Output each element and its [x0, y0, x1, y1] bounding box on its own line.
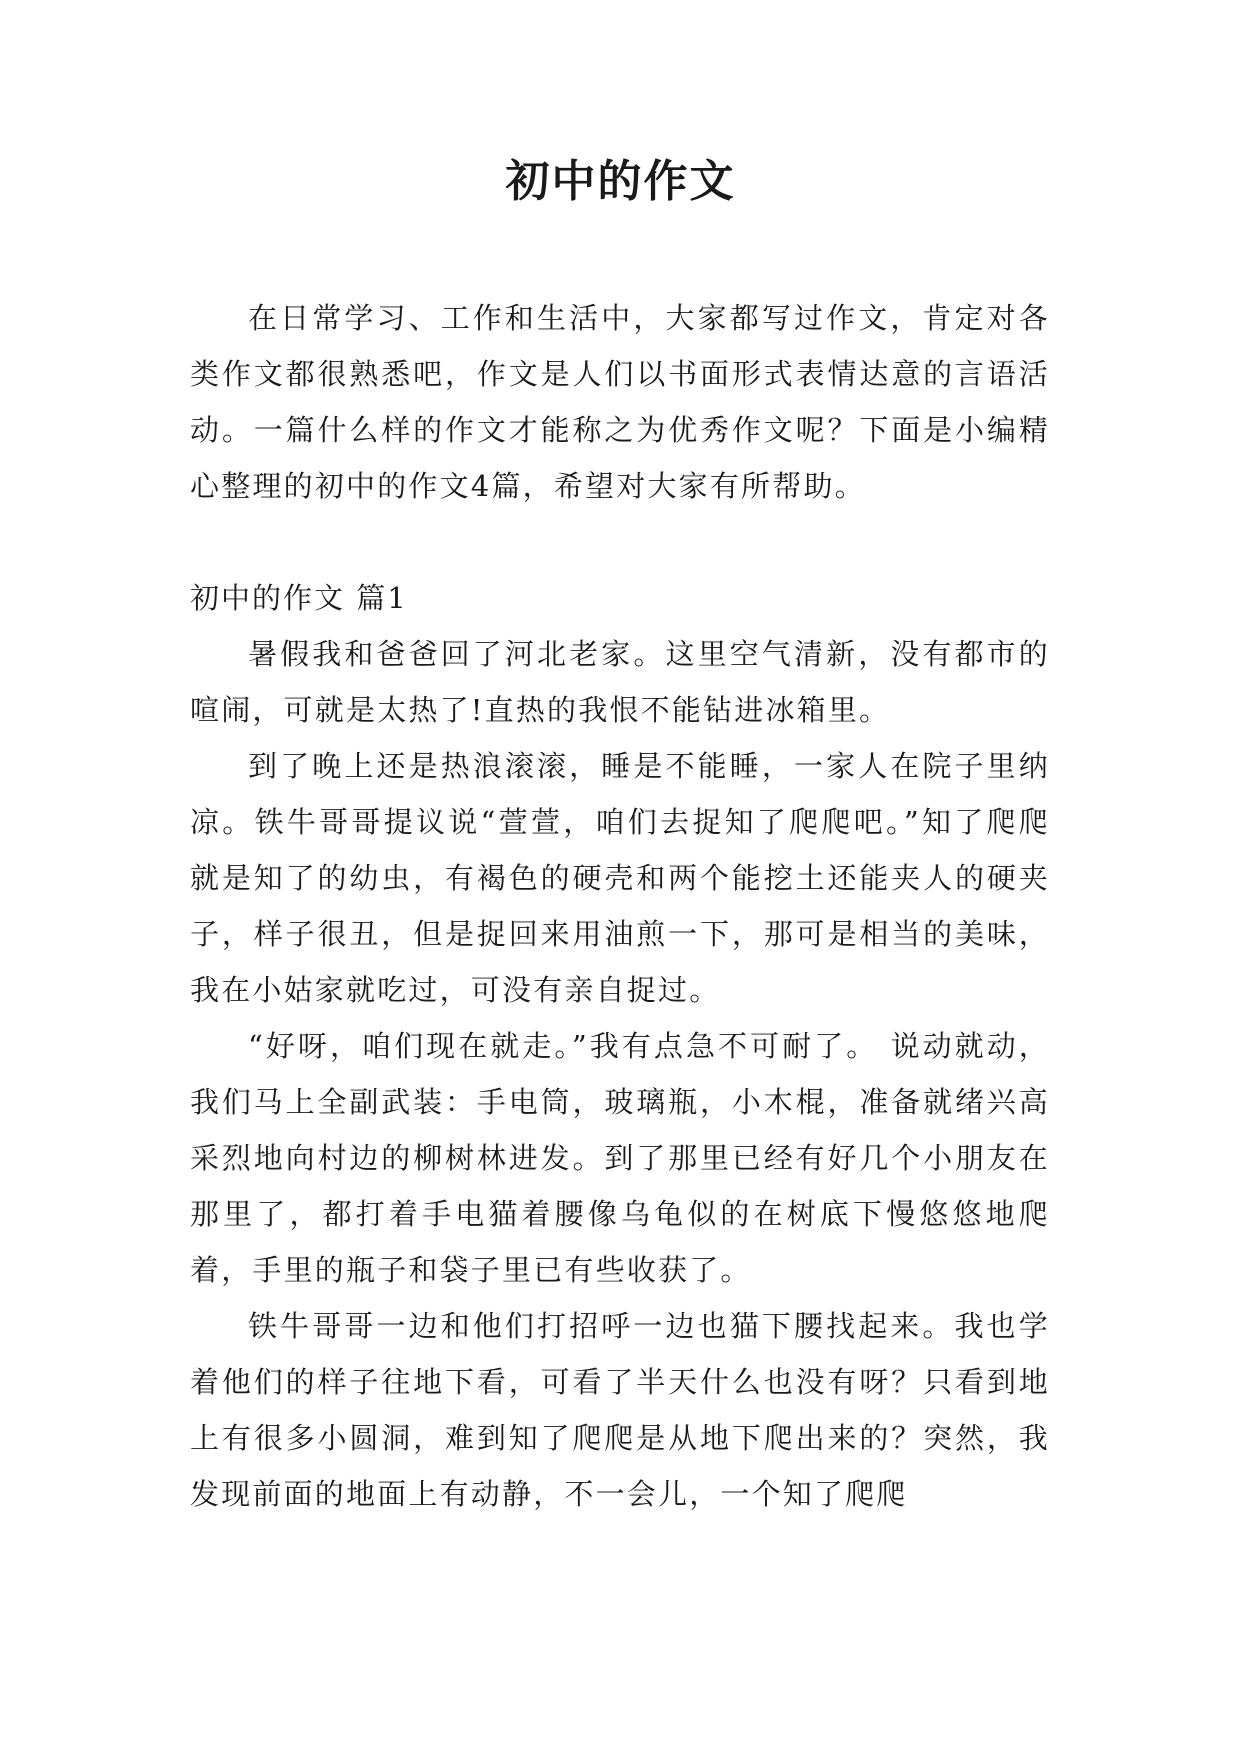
body-paragraph: 暑假我和爸爸回了河北老家。这里空气清新，没有都市的喧闹，可就是太热了!直热的我恨不能钻进冰箱里。: [190, 637, 1050, 727]
body-paragraph: 铁牛哥哥一边和他们打招呼一边也猫下腰找起来。我也学着他们的样子往地下看，可看了半天什么也没有呀？只看到地上有很多小圆洞，难到知了爬爬是从地下爬出来的？突然，我发现前面的地面上有动静，不一会儿，一个知了爬爬: [190, 1309, 1050, 1511]
intro-paragraph: 在日常学习、工作和生活中，大家都写过作文，肯定对各类作文都很熟悉吧，作文是人们以书面形式表情达意的言语活动。一篇什么样的作文才能称之为优秀作文呢？下面是小编精心整理的初中的作文4篇，希望对大家有所帮助。: [190, 301, 1050, 503]
body-paragraph: 到了晚上还是热浪滚滚，睡是不能睡，一家人在院子里纳凉。铁牛哥哥提议说“萱萱，咱们去捉知了爬爬吧。”知了爬爬就是知了的幼虫，有褐色的硬壳和两个能挖土还能夹人的硬夹子，样子很丑，但是捉回来用油煎一下，那可是相当的美味，我在小姑家就吃过，可没有亲自捉过。: [190, 749, 1050, 1007]
document-title: 初中的作文: [505, 156, 736, 207]
document-body: [190, 290, 1050, 1522]
body-paragraph: “好呀，咱们现在就走。”我有点急不可耐了。 说动就动，我们马上全副武装：手电筒，玻璃瓶，小木棍，准备就绪兴高采烈地向村边的柳树林进发。到了那里已经有好几个小朋友在那里了，都打着手电猫着腰像乌龟似的在树底下慢悠悠地爬着，手里的瓶子和袋子里已有些收获了。: [190, 1029, 1050, 1287]
section-heading: 初中的作文 篇1: [190, 581, 408, 615]
